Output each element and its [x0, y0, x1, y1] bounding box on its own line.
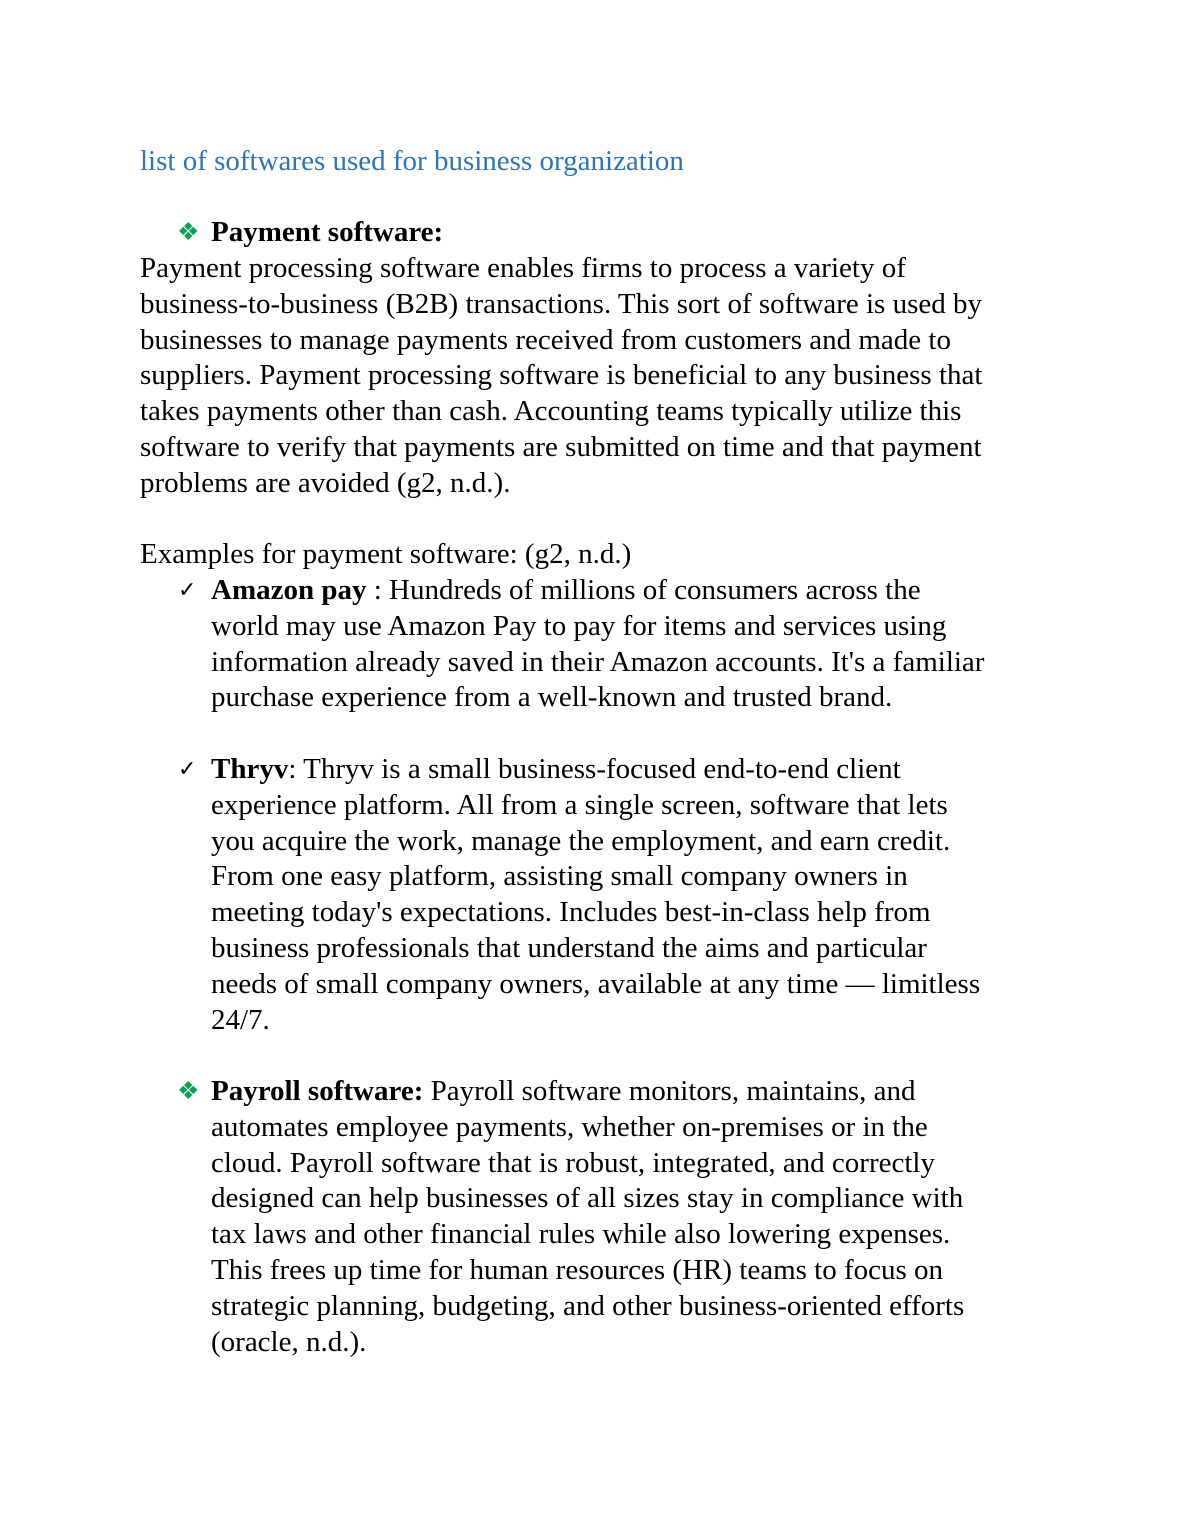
payroll-line: cloud. Payroll software that is robust, integrated, and correctly	[211, 1146, 935, 1179]
paragraph-line: business-to-business (B2B) transactions. This sort of software is used by	[140, 287, 982, 320]
checkmark-icon: ✓	[178, 578, 197, 603]
example-first-line	[211, 752, 1071, 788]
example-name: Thryv	[211, 753, 289, 785]
checkmark-icon: ✓	[178, 757, 197, 782]
example-line: 24/7.	[211, 1003, 270, 1036]
example-description: : Thryv is a small business-focused end-to-end client	[288, 753, 901, 785]
paragraph-line: businesses to manage payments received from customers and made to	[140, 323, 951, 356]
example-description: : Hundreds of millions of consumers across the	[366, 574, 921, 606]
example-line: world may use Amazon Pay to pay for items and services using	[211, 609, 947, 642]
payroll-first-line	[211, 1074, 1071, 1110]
example-line: needs of small company owners, available at any time — limitless	[211, 967, 981, 1000]
example-line: From one easy platform, assisting small company owners in	[211, 860, 908, 893]
payroll-software-heading: Payroll software:	[211, 1075, 424, 1107]
example-line: purchase experience from a well-known and trusted brand.	[211, 681, 893, 714]
payroll-line: tax laws and other financial rules while also lowering expenses.	[211, 1218, 951, 1251]
payment-software-heading-text: Payment software:	[211, 216, 444, 248]
payroll-line: automates employee payments, whether on-premises or in the	[211, 1110, 928, 1143]
paragraph-line: takes payments other than cash. Accounting teams typically utilize this	[140, 395, 962, 428]
payment-software-heading	[211, 215, 443, 251]
example-item-thryv	[211, 752, 1071, 1038]
example-line: experience platform. All from a single screen, software that lets	[211, 788, 948, 821]
example-line: business professionals that understand the aims and particular	[211, 931, 927, 964]
payment-software-paragraph	[140, 251, 1060, 502]
paragraph-line: software to verify that payments are submitted on time and that payment	[140, 430, 982, 463]
payroll-line: designed can help businesses of all sizes stay in compliance with	[211, 1182, 964, 1215]
example-first-line	[211, 573, 1071, 609]
example-item-amazon-pay	[211, 573, 1071, 716]
example-line: information already saved in their Amazon accounts. It's a familiar	[211, 645, 985, 678]
example-line: meeting today's expectations. Includes best-in-class help from	[211, 896, 931, 929]
payroll-line: strategic planning, budgeting, and other business-oriented efforts	[211, 1289, 965, 1322]
paragraph-line: Payment processing software enables firms to process a variety of	[140, 252, 906, 284]
payroll-line: This frees up time for human resources (HR) teams to focus on	[211, 1253, 944, 1286]
diamond-bullet-icon: ❖	[177, 219, 200, 246]
paragraph-line: suppliers. Payment processing software is beneficial to any business that	[140, 359, 983, 392]
example-name: Amazon pay	[211, 574, 367, 606]
payroll-description: Payroll software monitors, maintains, and	[423, 1075, 916, 1107]
document-title: list of softwares used for business organization	[140, 145, 684, 177]
payroll-software-item	[211, 1074, 1071, 1360]
example-line: you acquire the work, manage the employment, and earn credit.	[211, 824, 951, 857]
paragraph-line: problems are avoided (g2, n.d.).	[140, 466, 511, 499]
payroll-line: (oracle, n.d.).	[211, 1325, 367, 1358]
examples-intro: Examples for payment software: (g2, n.d.)	[140, 538, 632, 570]
diamond-outline-bullet-icon: ❖	[177, 1078, 200, 1105]
